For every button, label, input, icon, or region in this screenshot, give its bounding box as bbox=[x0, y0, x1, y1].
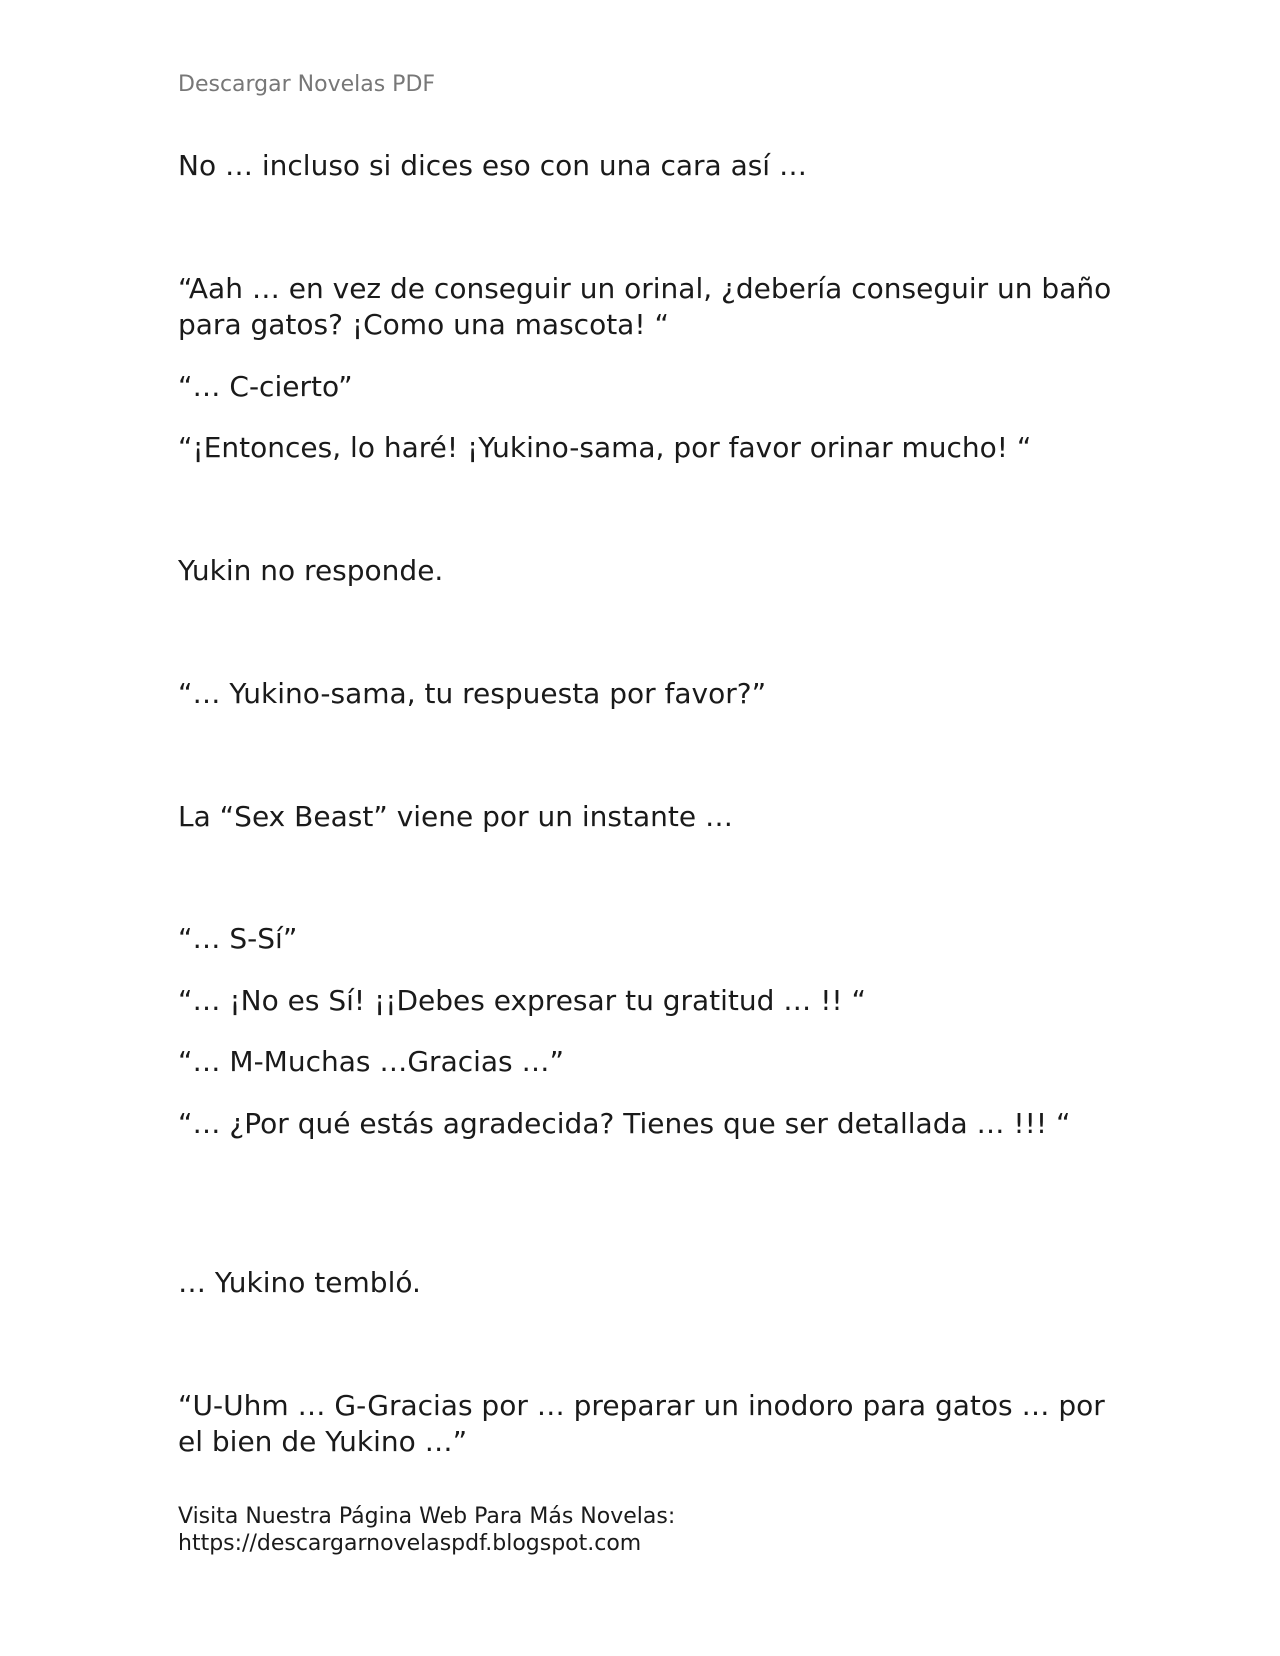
paragraph: “Aah … en vez de conseguir un orinal, ¿debería conseguir un baño para gatos? ¡Como una mascota! “ bbox=[178, 272, 1112, 341]
paragraph: “… C-cierto” bbox=[178, 370, 353, 403]
footer-text: Visita Nuestra Página Web Para Más Novelas: bbox=[178, 1504, 676, 1529]
paragraph: “¡Entonces, lo haré! ¡Yukino-sama, por favor orinar mucho! “ bbox=[178, 431, 1032, 464]
page-footer bbox=[178, 1503, 675, 1557]
paragraph: “U-Uhm … G-Gracias por … preparar un inodoro para gatos … por el bien de Yukino …” bbox=[178, 1389, 1105, 1458]
footer-url: https://descargarnovelaspdf.blogspot.com bbox=[178, 1531, 642, 1556]
page-header: Descargar Novelas PDF bbox=[178, 72, 436, 97]
paragraph: “… ¡No es Sí! ¡¡Debes expresar tu gratitud … !! “ bbox=[178, 984, 867, 1017]
paragraph: La “Sex Beast” viene por un instante … bbox=[178, 800, 733, 833]
paragraph: “… ¿Por qué estás agradecida? Tienes que ser detallada … !!! “ bbox=[178, 1107, 1071, 1140]
paragraph: “… Yukino-sama, tu respuesta por favor?” bbox=[178, 677, 767, 710]
paragraph: No … incluso si dices eso con una cara así … bbox=[178, 149, 807, 182]
paragraph: “… S-Sí” bbox=[178, 922, 298, 955]
paragraph: Yukin no responde. bbox=[178, 554, 444, 587]
paragraph: “… M-Muchas …Gracias …” bbox=[178, 1045, 565, 1078]
paragraph: … Yukino tembló. bbox=[178, 1266, 421, 1299]
